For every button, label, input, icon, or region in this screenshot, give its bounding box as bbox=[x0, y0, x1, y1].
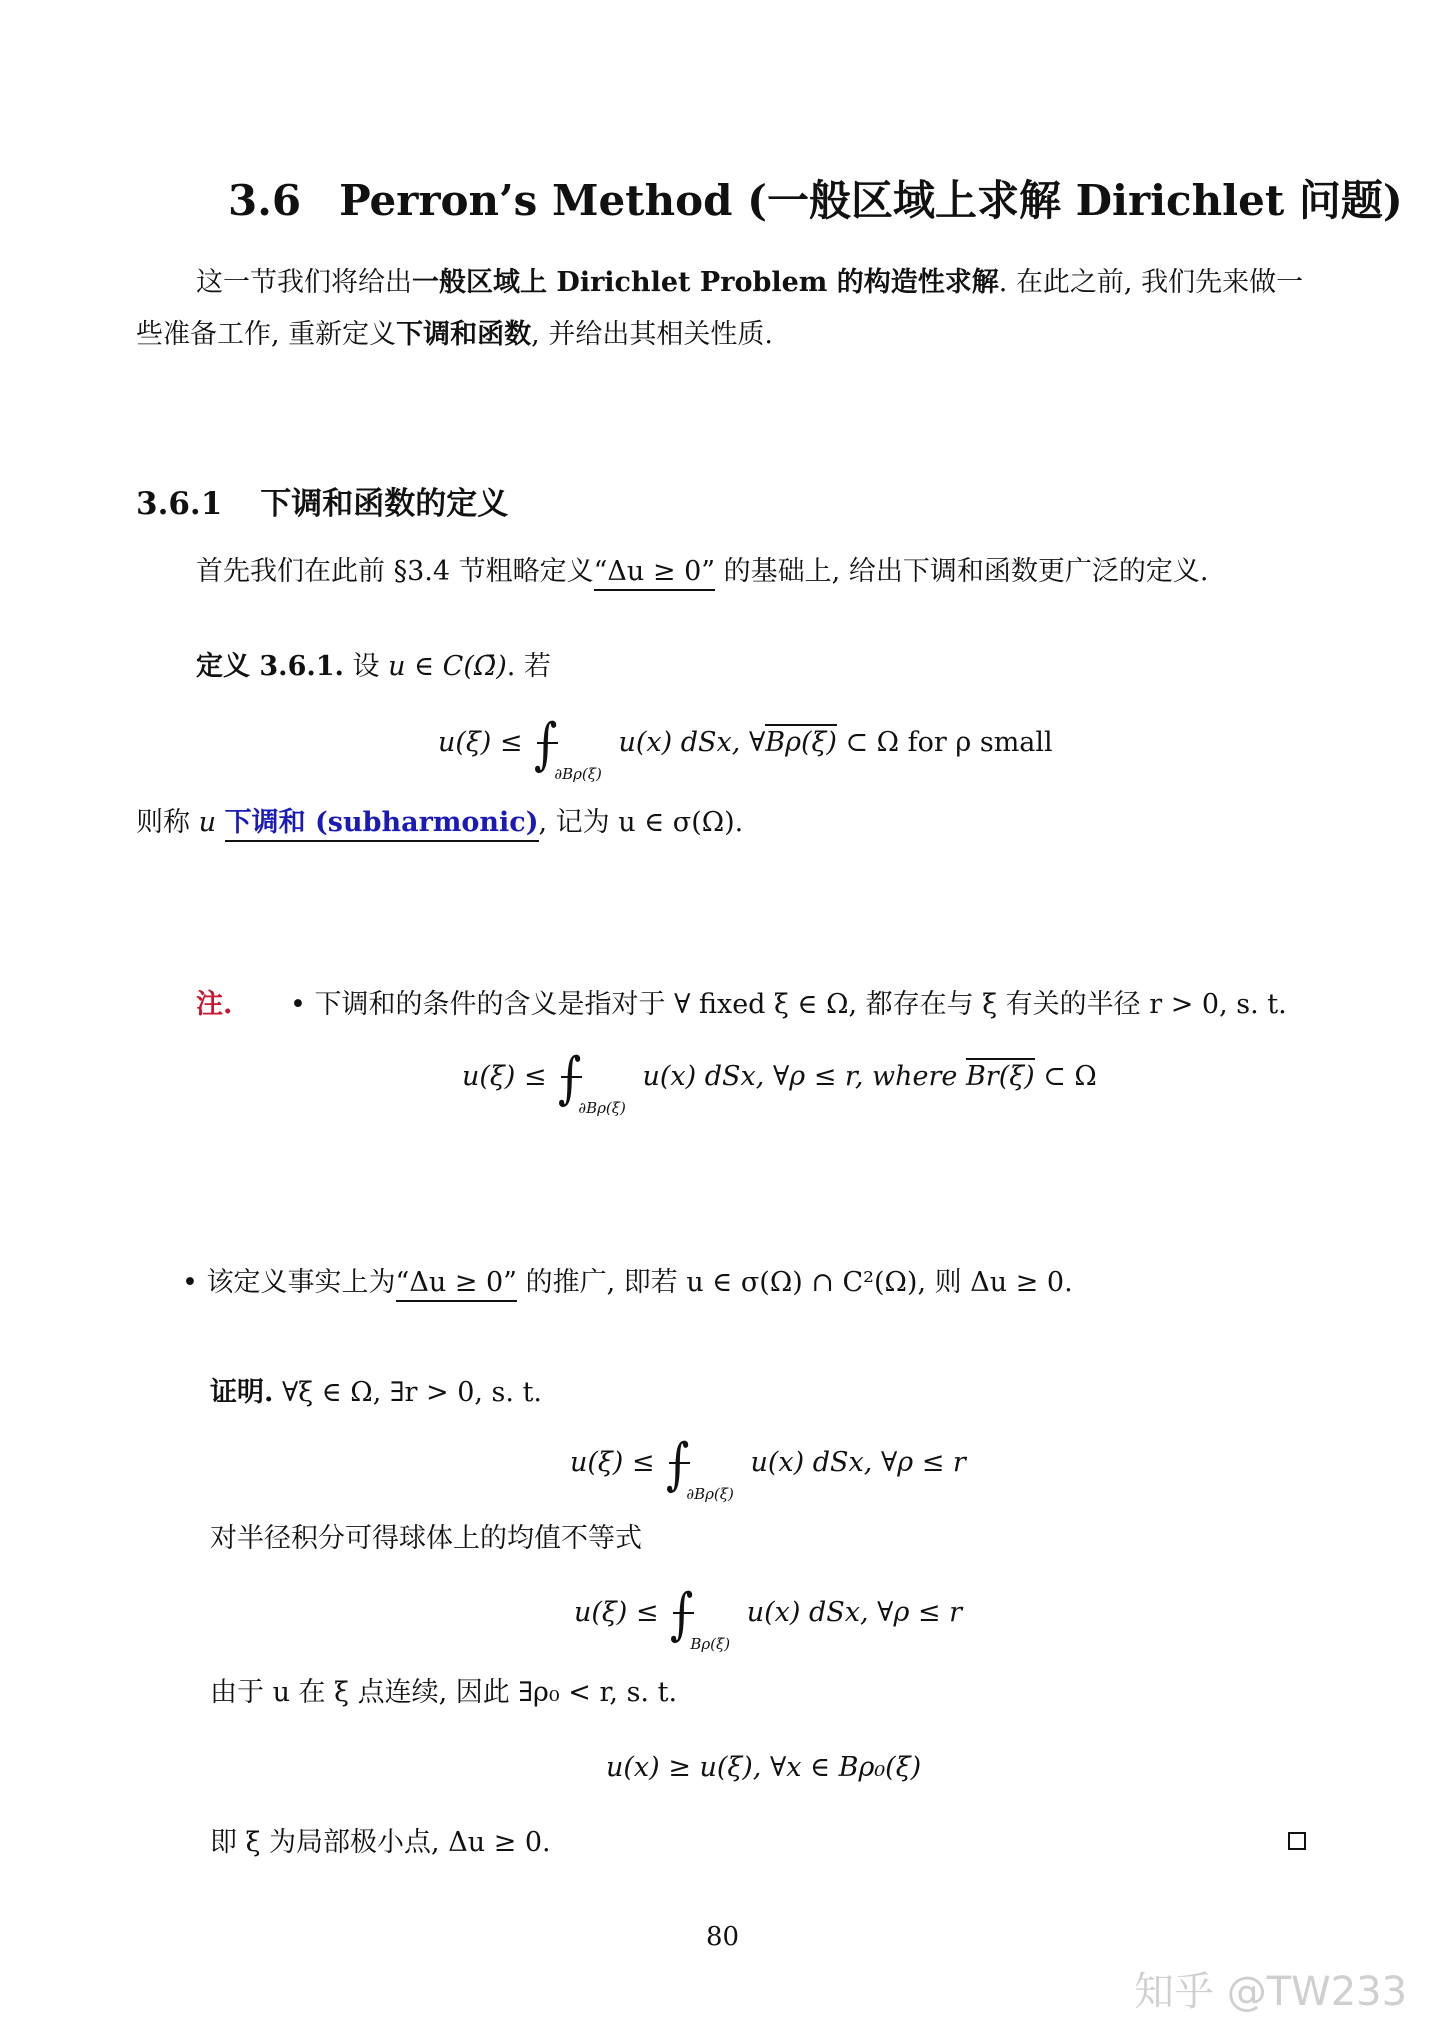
definition-equation bbox=[438, 712, 1053, 783]
definition-label: 定义 3.6.1. bbox=[196, 651, 344, 682]
remark-bullet-1: • 下调和的条件的含义是指对于 ∀ fixed ξ ∈ Ω, 都存在与 ξ 有关的半径 r > 0, s. t. bbox=[290, 989, 1287, 1020]
definition-header bbox=[196, 640, 551, 694]
integral-domain: ∂Bρ(ξ) bbox=[686, 1485, 734, 1503]
remark-equation bbox=[462, 1046, 1097, 1117]
subsection-intro bbox=[196, 545, 1208, 599]
intro-emphasis: 下调和函数 bbox=[396, 319, 532, 350]
proof-equation-1 bbox=[570, 1432, 966, 1503]
proof-line-2: 对半径积分可得球体上的均值不等式 bbox=[210, 1523, 642, 1554]
equation-rhs: u(x) dSx, ∀ρ ≤ r bbox=[746, 1597, 963, 1628]
proof-label: 证明. bbox=[210, 1377, 274, 1408]
proof-line-1 bbox=[210, 1366, 542, 1420]
intro-text: 些准备工作, 重新定义 bbox=[136, 319, 397, 350]
average-integral-symbol: ∫ bbox=[555, 1046, 584, 1111]
page-number: 80 bbox=[706, 1922, 740, 1952]
intro-emphasis: 一般区域上 Dirichlet Problem 的构造性求解 bbox=[412, 267, 999, 298]
proof-line-3: 由于 u 在 ξ 点连续, 因此 ∃ρ₀ < r, s. t. bbox=[210, 1677, 678, 1708]
integral-domain: Bρ(ξ) bbox=[690, 1635, 731, 1653]
closed-ball: Br(ξ) bbox=[966, 1058, 1035, 1092]
subsection-number: 3.6.1 bbox=[136, 486, 223, 522]
closed-ball: Bρ(ξ) bbox=[765, 724, 837, 758]
equation-rhs: u(x) dSx, ∀ bbox=[618, 727, 766, 758]
remark-bullet-2 bbox=[182, 1256, 1073, 1310]
intro-line-2 bbox=[136, 308, 773, 362]
proof-line-4: 即 ξ 为局部极小点, Δu ≥ 0. bbox=[210, 1827, 551, 1858]
intro-text: . 在此之前, 我们先来做一 bbox=[998, 267, 1304, 298]
equation-lhs: u(ξ) ≤ bbox=[438, 727, 523, 758]
subsection-title-text: 下调和函数的定义 bbox=[260, 486, 509, 522]
proof-equation-3: u(x) ≥ u(ξ), ∀x ∈ Bρ₀(ξ) bbox=[606, 1752, 922, 1783]
definition-text: . 若 bbox=[506, 651, 551, 682]
remark-text: 的推广, 即若 u ∈ σ(Ω) ∩ C²(Ω), 则 Δu ≥ 0. bbox=[516, 1267, 1073, 1298]
equation-tail: ⊂ Ω bbox=[1034, 1061, 1097, 1092]
watermark: 知乎 @TW233 bbox=[1134, 1969, 1408, 2015]
average-integral-symbol: ∫ bbox=[531, 712, 560, 777]
equation-rhs: u(x) dSx, ∀ρ ≤ r, where bbox=[642, 1061, 966, 1092]
underlined-term: “Δu ≥ 0” bbox=[396, 1267, 517, 1302]
intro-text: , 并给出其相关性质. bbox=[531, 319, 773, 350]
intro-text: 这一节我们将给出 bbox=[196, 267, 412, 298]
average-integral-symbol: ∫ bbox=[663, 1432, 692, 1497]
proof-equation-2 bbox=[574, 1582, 962, 1653]
underlined-term: “Δu ≥ 0” bbox=[594, 556, 715, 591]
section-title-text: Perron’s Method (一般区域上求解 Dirichlet 问题) bbox=[339, 176, 1403, 225]
equation-lhs: u(ξ) ≤ bbox=[574, 1597, 659, 1628]
section-title bbox=[228, 168, 1403, 228]
subsection-title bbox=[136, 478, 508, 523]
proof-text: ∀ξ ∈ Ω, ∃r > 0, s. t. bbox=[273, 1377, 542, 1408]
conclusion-text: , 记为 u ∈ σ(Ω). bbox=[538, 807, 744, 838]
defined-term: 下调和 (subharmonic) bbox=[225, 807, 539, 842]
definition-conclusion bbox=[136, 796, 743, 850]
subsection-intro-text: 的基础上, 给出下调和函数更广泛的定义. bbox=[715, 556, 1209, 587]
equation-rhs: u(x) dSx, ∀ρ ≤ r bbox=[750, 1447, 966, 1478]
equation-tail: ⊂ Ω for ρ small bbox=[836, 727, 1053, 758]
integral-domain: ∂Bρ(ξ) bbox=[554, 765, 602, 783]
remark-text: • 该定义事实上为 bbox=[182, 1267, 396, 1298]
integral-domain: ∂Bρ(ξ) bbox=[578, 1099, 626, 1117]
average-integral-symbol: ∫ bbox=[667, 1582, 696, 1647]
subsection-intro-text: 首先我们在此前 §3.4 节粗略定义 bbox=[196, 556, 594, 587]
equation-lhs: u(ξ) ≤ bbox=[462, 1061, 547, 1092]
conclusion-variable: u bbox=[198, 807, 216, 838]
definition-math: u ∈ C(Ω̄) bbox=[388, 651, 507, 682]
intro-line-1 bbox=[196, 256, 1303, 310]
equation-lhs: u(ξ) ≤ bbox=[570, 1447, 655, 1478]
section-number: 3.6 bbox=[228, 176, 302, 225]
conclusion-text: 则称 bbox=[136, 807, 199, 838]
definition-text: 设 bbox=[343, 651, 389, 682]
qed-square-icon bbox=[1288, 1832, 1306, 1850]
remark-label: 注. bbox=[196, 989, 233, 1020]
